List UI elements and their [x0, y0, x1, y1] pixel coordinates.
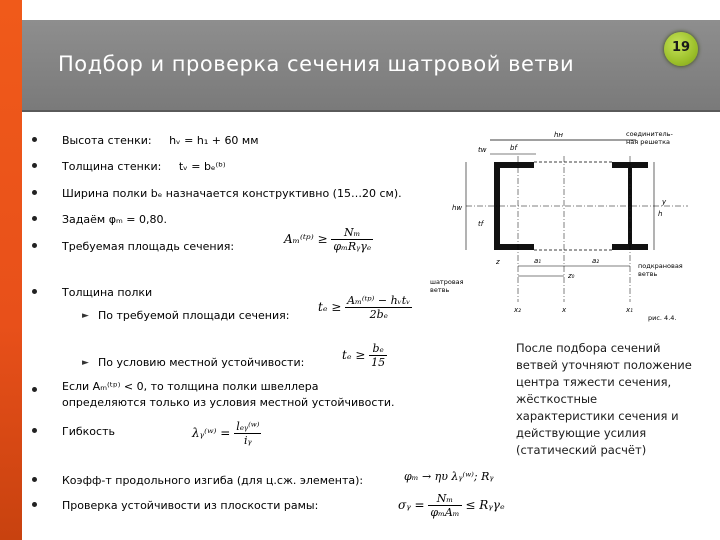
label-tf: tf: [478, 220, 484, 228]
label-figure: рис. 4.4.: [648, 314, 677, 322]
fraction-numerator: lₑᵧ⁽ʷ⁾: [236, 420, 260, 433]
formula-tf-area: [318, 294, 412, 321]
label-bf: bf: [510, 144, 517, 152]
bullet-dot: [32, 216, 37, 221]
bullet-dot: [32, 190, 37, 195]
label-hw: hw: [452, 204, 463, 212]
sub-bullet-by-stability: По условию местной устойчивости:: [98, 356, 305, 369]
bullet-phi: Задаём φₘ = 0,80.: [62, 213, 168, 226]
formula-required-area: [284, 226, 373, 253]
bullet-dot: [32, 289, 37, 294]
bullet-text: Высота стенки:: [62, 134, 152, 147]
bullet-required-area: Требуемая площадь сечения:: [62, 240, 235, 253]
bullet-dot: [32, 428, 37, 433]
fraction-denominator: φₘAₘ: [430, 506, 460, 519]
page-number-badge: [664, 32, 698, 66]
fraction-denominator: φₘRᵧγₑ: [333, 240, 372, 253]
side-accent-bar: [0, 0, 22, 540]
cross-section-diagram: [426, 126, 708, 326]
label-x: x: [562, 306, 567, 314]
formula-fraction: [234, 420, 261, 447]
formula-fraction: [369, 342, 387, 369]
bullet-buckling-coef: Коэфф-т продольного изгиба (для ц.сж. элемента):: [62, 474, 364, 487]
header-divider: [22, 110, 720, 112]
label-x2: x₂: [514, 306, 521, 314]
formula-phi: φₘ → ηυ λᵧ⁽ʷ⁾; Rᵧ: [404, 470, 494, 483]
sub-bullet-arrow-icon: ►: [82, 311, 89, 321]
label-z0: z₀: [568, 272, 575, 280]
label-under2: ветвь: [638, 270, 658, 278]
fraction-numerator: bₑ: [369, 342, 387, 356]
bullet-dot: [32, 243, 37, 248]
formula-rhs: ≤ Rᵧγₑ: [465, 498, 505, 512]
bullet-text: Толщина стенки:: [62, 160, 162, 173]
label-a2: a₂: [592, 257, 600, 265]
label-hn: hн: [554, 131, 564, 139]
slide-title: Подбор и проверка сечения шатровой ветви: [58, 52, 575, 76]
label-y: y: [662, 198, 667, 206]
formula-fraction: [345, 294, 412, 321]
label-connect2: ная решетка: [626, 138, 670, 146]
bullet-dot: [32, 137, 37, 142]
bullet-stability-check: Проверка устойчивости из плоскости рамы:: [62, 499, 319, 512]
formula-tf-stability: [342, 342, 387, 369]
formula-stability: [398, 492, 505, 519]
bullet-formula: tᵥ = bₑ⁽ᵇ⁾: [178, 160, 226, 173]
bullet-formula: hᵥ = h₁ + 60 мм: [169, 134, 259, 147]
label-under: подкрановая: [638, 262, 683, 270]
label-tw: tw: [478, 146, 487, 154]
bullet-if-negative-cont: определяются только из условия местной устойчивости.: [62, 396, 395, 409]
bullet-flange-thickness: Толщина полки: [62, 286, 153, 299]
bullet-web-thickness: [62, 159, 226, 174]
bullet-dot: [32, 163, 37, 168]
fraction-denominator: iᵧ: [243, 434, 252, 447]
fraction-denominator: 2bₑ: [369, 308, 388, 321]
formula-slenderness: [192, 420, 261, 447]
label-x1: x₁: [626, 306, 633, 314]
bullet-flange-width: Ширина полки bₑ назначается конструктивно (15…20 см).: [62, 187, 402, 200]
bullet-web-height: [62, 133, 259, 148]
label-tent2: ветвь: [430, 286, 450, 294]
formula-fraction: [428, 492, 461, 519]
sub-bullet-arrow-icon: ►: [82, 358, 89, 368]
formula-lhs: tₑ ≥: [318, 300, 342, 314]
formula-lhs: Aₘ⁽ᵗᵖ⁾ ≥: [284, 232, 328, 246]
label-z: z: [496, 258, 500, 266]
formula-lhs: λᵧ⁽ʷ⁾ =: [192, 426, 231, 440]
label-tent: шатровая: [430, 278, 464, 286]
side-note: После подбора сечений ветвей уточняют положение центра тяжести сечения, жёсткостные характеристики сечения и действующие усилия (статический расчёт): [516, 341, 692, 457]
label-a1: a₁: [534, 257, 542, 265]
fraction-numerator: Nₘ: [331, 226, 373, 240]
bullet-dot: [32, 387, 37, 392]
bullet-dot: [32, 502, 37, 507]
bullet-if-negative: Если Aₘ⁽ᵗᵖ⁾ < 0, то толщина полки швеллера: [62, 380, 319, 393]
label-h: h: [658, 210, 663, 218]
formula-lhs: tₑ ≥: [342, 348, 366, 362]
page-number: 19: [671, 40, 691, 55]
fraction-numerator: Aₘ⁽ᵗᵖ⁾ − hᵥtᵥ: [347, 294, 411, 307]
formula-fraction: [331, 226, 373, 253]
label-connect: соединитель-: [626, 130, 673, 138]
bullet-dot: [32, 477, 37, 482]
fraction-numerator: Nₘ: [428, 492, 461, 506]
formula-lhs: σᵧ =: [398, 498, 425, 512]
bullet-slenderness: Гибкость: [62, 425, 115, 438]
fraction-denominator: 15: [371, 356, 386, 369]
sub-bullet-by-area: По требуемой площади сечения:: [98, 309, 290, 322]
